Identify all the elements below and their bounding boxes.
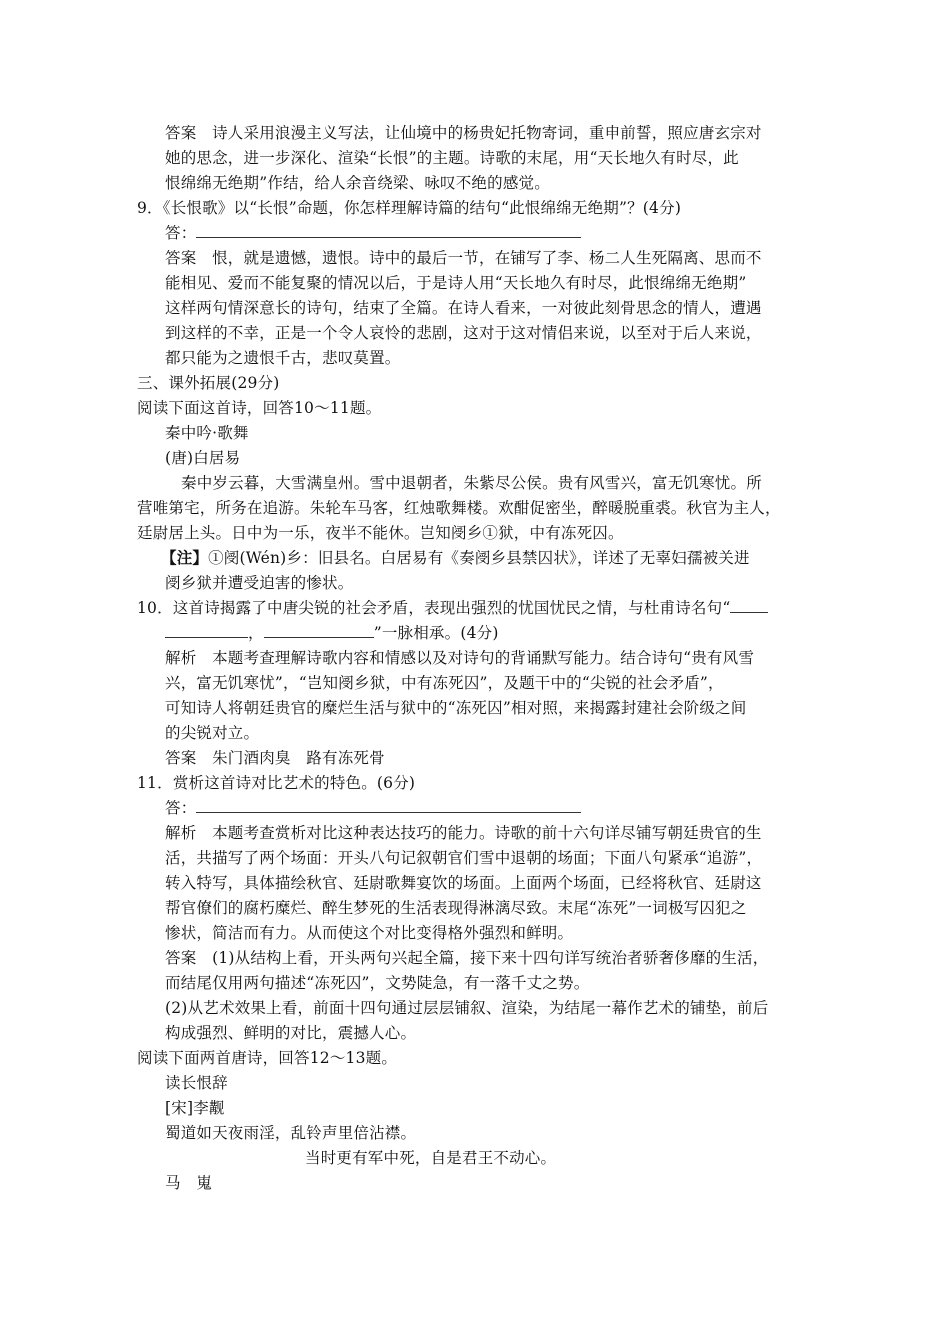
answer9-line-4: 到这样的不幸，正是一个令人哀怜的悲剧，这对于这对情侣来说，以至对于后人来说， <box>165 324 762 342</box>
poem-line-2: 营唯第宅，所务在追游。朱轮车马客，红烛歌舞楼。欢酣促密坐，醉暖脱重裘。秋官为主人， <box>137 499 781 517</box>
question-10-text: 10．这首诗揭露了中唐尖锐的社会矛盾，表现出强烈的忧国忧民之情，与杜甫诗名句“ <box>137 599 731 617</box>
question-10-line-1 <box>137 595 768 621</box>
note-label: 【注】 <box>161 548 209 567</box>
answer8-line-3: 恨绵绵无绝期”作结，给人余音绕梁、咏叹不绝的感觉。 <box>165 174 550 192</box>
fill-blank-1b[interactable] <box>165 621 248 638</box>
next-poem-subtitle: 马 嵬 <box>165 1174 213 1192</box>
note-text: ①阌(Wén)乡：旧县名。白居易有《奏阌乡县禁囚状》，详述了无辜妇孺被关进 <box>208 549 750 567</box>
poem-author: (唐)白居易 <box>165 449 241 467</box>
poem-note-line-2: 阌乡狱并遭受迫害的惨状。 <box>165 574 354 592</box>
next-poem-line-1: 蜀道如天夜雨淫，乱铃声里倍沾襟。 <box>165 1124 417 1142</box>
answer-9-field[interactable] <box>165 220 581 246</box>
next-poem-title: 读长恨辞 <box>165 1074 228 1092</box>
poem-note-line-1 <box>161 545 750 571</box>
blank-separator: ， <box>248 624 264 642</box>
question-9: 9．《长恨歌》以“长恨”命题，你怎样理解诗篇的结句“此恨绵绵无绝期”？(4分) <box>137 199 682 217</box>
answer-prompt: 答： <box>165 224 197 242</box>
question-10-line-2 <box>165 620 499 646</box>
analysis11-line-5: 惨状，简洁而有力。从而使这个对比变得格外强烈和鲜明。 <box>165 924 574 942</box>
next-poem-line-2: 当时更有军中死，自是君王不动心。 <box>305 1149 557 1167</box>
answer10: 答案 朱门酒肉臭 路有冻死骨 <box>165 749 385 767</box>
answer8-line-2: 她的思念，进一步深化、渲染“长恨”的主题。诗歌的末尾，用“天长地久有时尽，此 <box>165 149 739 167</box>
answer-prompt: 答： <box>165 799 197 817</box>
analysis11-line-1: 解析 本题考查赏析对比这种表达技巧的能力。诗歌的前十六句详尽铺写朝廷贵官的生 <box>165 824 762 842</box>
question-11: 11．赏析这首诗对比艺术的特色。(6分) <box>137 774 416 792</box>
next-poem-author: [宋]李觏 <box>165 1099 225 1117</box>
analysis11-line-2: 活，共描写了两个场面：开头八句记叙朝官们雪中退朝的场面；下面八句紧承“追游”， <box>165 849 763 867</box>
answer8-line-1: 答案 诗人采用浪漫主义写法，让仙境中的杨贵妃托物寄词，重申前誓，照应唐玄宗对 <box>165 124 762 142</box>
next-section-intro: 阅读下面两首唐诗，回答12～13题。 <box>137 1049 398 1067</box>
fill-blank-1a[interactable] <box>730 596 768 613</box>
answer11-line-1: 答案 (1)从结构上看，开头两句兴起全篇，接下来十四句详写统治者骄奢侈靡的生活， <box>165 949 769 967</box>
poem-title: 秦中吟·歌舞 <box>165 424 249 442</box>
section3-heading: 三、课外拓展(29分) <box>137 374 280 392</box>
poem-line-3: 廷尉居上头。日中为一乐，夜半不能休。岂知阌乡①狱，中有冻死囚。 <box>137 524 624 542</box>
fill-blank-2[interactable] <box>264 621 374 638</box>
answer9-line-3: 这样两句情深意长的诗句，结束了全篇。在诗人看来，一对彼此刻骨思念的情人，遭遇 <box>165 299 762 317</box>
answer-blank-line[interactable] <box>196 221 581 238</box>
section3-intro: 阅读下面这首诗，回答10～11题。 <box>137 399 382 417</box>
analysis10-line-3: 可知诗人将朝廷贵官的糜烂生活与狱中的“冻死囚”相对照，来揭露封建社会阶级之间 <box>165 699 747 717</box>
analysis10-line-4: 的尖锐对立。 <box>165 724 260 742</box>
answer9-line-2: 能相见、爱而不能复聚的情况以后，于是诗人用“天长地久有时尽，此恨绵绵无绝期” <box>165 274 747 292</box>
answer9-line-5: 都只能为之遗恨千古，悲叹莫置。 <box>165 349 401 367</box>
question-10-tail: ”一脉相承。(4分) <box>373 624 499 642</box>
answer9-line-1: 答案 恨，就是遗憾，遗恨。诗中的最后一节，在铺写了李、杨二人生死隔离、思而不 <box>165 249 762 267</box>
analysis10-line-2: 兴，富无饥寒忧”，“岂知阌乡狱，中有冻死囚”，及题干中的“尖锐的社会矛盾”， <box>165 674 724 692</box>
analysis10-line-1: 解析 本题考查理解诗歌内容和情感以及对诗句的背诵默写能力。结合诗句“贵有风雪 <box>165 649 755 667</box>
answer-11-field[interactable] <box>165 795 581 821</box>
poem-line-1: 秦中岁云暮，大雪满皇州。雪中退朝者，朱紫尽公侯。贵有风雪兴，富无饥寒忧。所 <box>181 474 762 492</box>
answer-blank-line[interactable] <box>196 796 581 813</box>
analysis11-line-4: 帮官僚们的腐朽糜烂、醉生梦死的生活表现得淋漓尽致。末尾“冻死”一词极写囚犯之 <box>165 899 747 917</box>
answer11-line-4: 构成强烈、鲜明的对比，震撼人心。 <box>165 1024 417 1042</box>
answer11-line-2: 而结尾仅用两句描述“冻死囚”，文势陡急，有一落千丈之势。 <box>165 974 590 992</box>
analysis11-line-3: 转入特写，具体描绘秋官、廷尉歌舞宴饮的场面。上面两个场面，已经将秋官、廷尉这 <box>165 874 762 892</box>
answer11-line-3: (2)从艺术效果上看，前面十四句通过层层铺叙、渲染，为结尾一幕作艺术的铺垫，前后 <box>165 999 769 1017</box>
